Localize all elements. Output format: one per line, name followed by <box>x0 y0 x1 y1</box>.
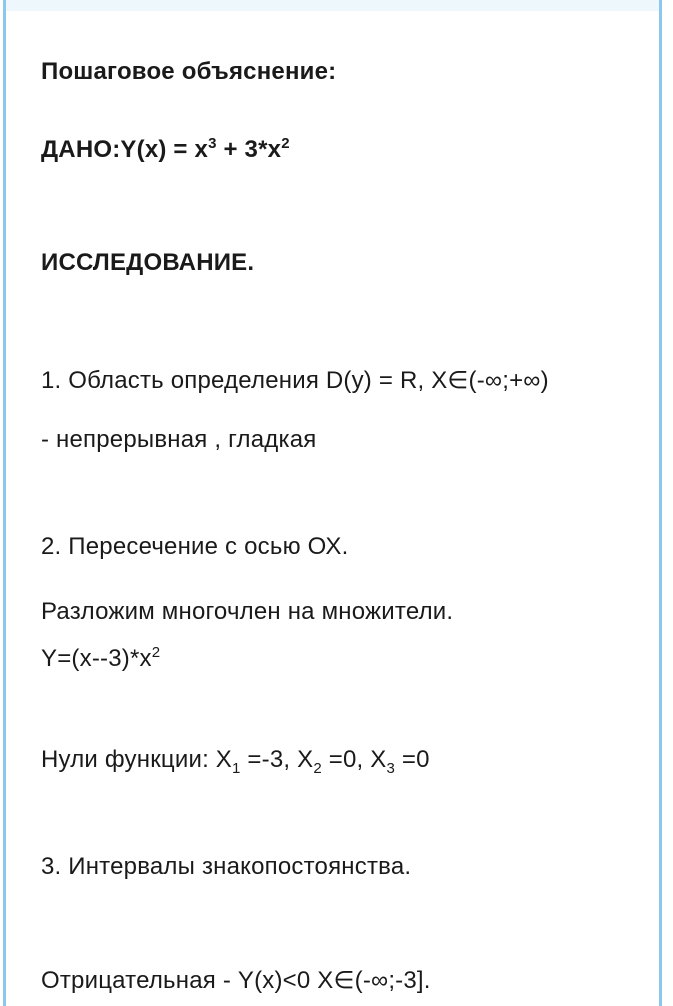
factored-prefix: Y=(x--3)*x <box>41 645 152 672</box>
zeros-sub3: 3 <box>386 759 396 777</box>
answer-heading: Пошаговое объяснение: <box>41 58 337 85</box>
zeros-sub2: 2 <box>313 759 322 777</box>
zeros-val1: =-3, X <box>240 746 314 773</box>
zeros-label: Нули функции: X <box>41 746 233 773</box>
negative-interval: Отрицательная - Y(x)<0 X∈(-∞;-3]. <box>41 967 431 994</box>
given-line <box>41 136 290 164</box>
answer-card <box>3 0 662 1006</box>
section-title: ИССЛЕДОВАНИЕ. <box>41 249 255 276</box>
factored-exp: 2 <box>151 644 161 661</box>
zeros-val2: =0, X <box>321 746 387 773</box>
given-middle: + 3*x <box>216 136 282 163</box>
given-exp2: 2 <box>281 135 290 152</box>
item-domain-note: - непрерывная , гладкая <box>41 426 317 453</box>
zeros-sub1: 1 <box>232 759 241 777</box>
item-domain: 1. Область определения D(y) = R, X∈(-∞;+∞) <box>41 367 549 394</box>
top-strip <box>6 0 659 11</box>
item-intersection: 2. Пересечение с осью ОХ. <box>41 533 349 560</box>
given-prefix: ДАНО:Y(x) = x <box>41 136 209 163</box>
factor-text: Разложим многочлен на множители. <box>41 598 454 625</box>
factored-formula <box>41 645 160 673</box>
zeros-line <box>41 746 430 777</box>
given-exp1: 3 <box>208 135 217 152</box>
item-intervals: 3. Интервалы знакопостоянства. <box>41 853 412 880</box>
zeros-val3: =0 <box>395 746 430 773</box>
